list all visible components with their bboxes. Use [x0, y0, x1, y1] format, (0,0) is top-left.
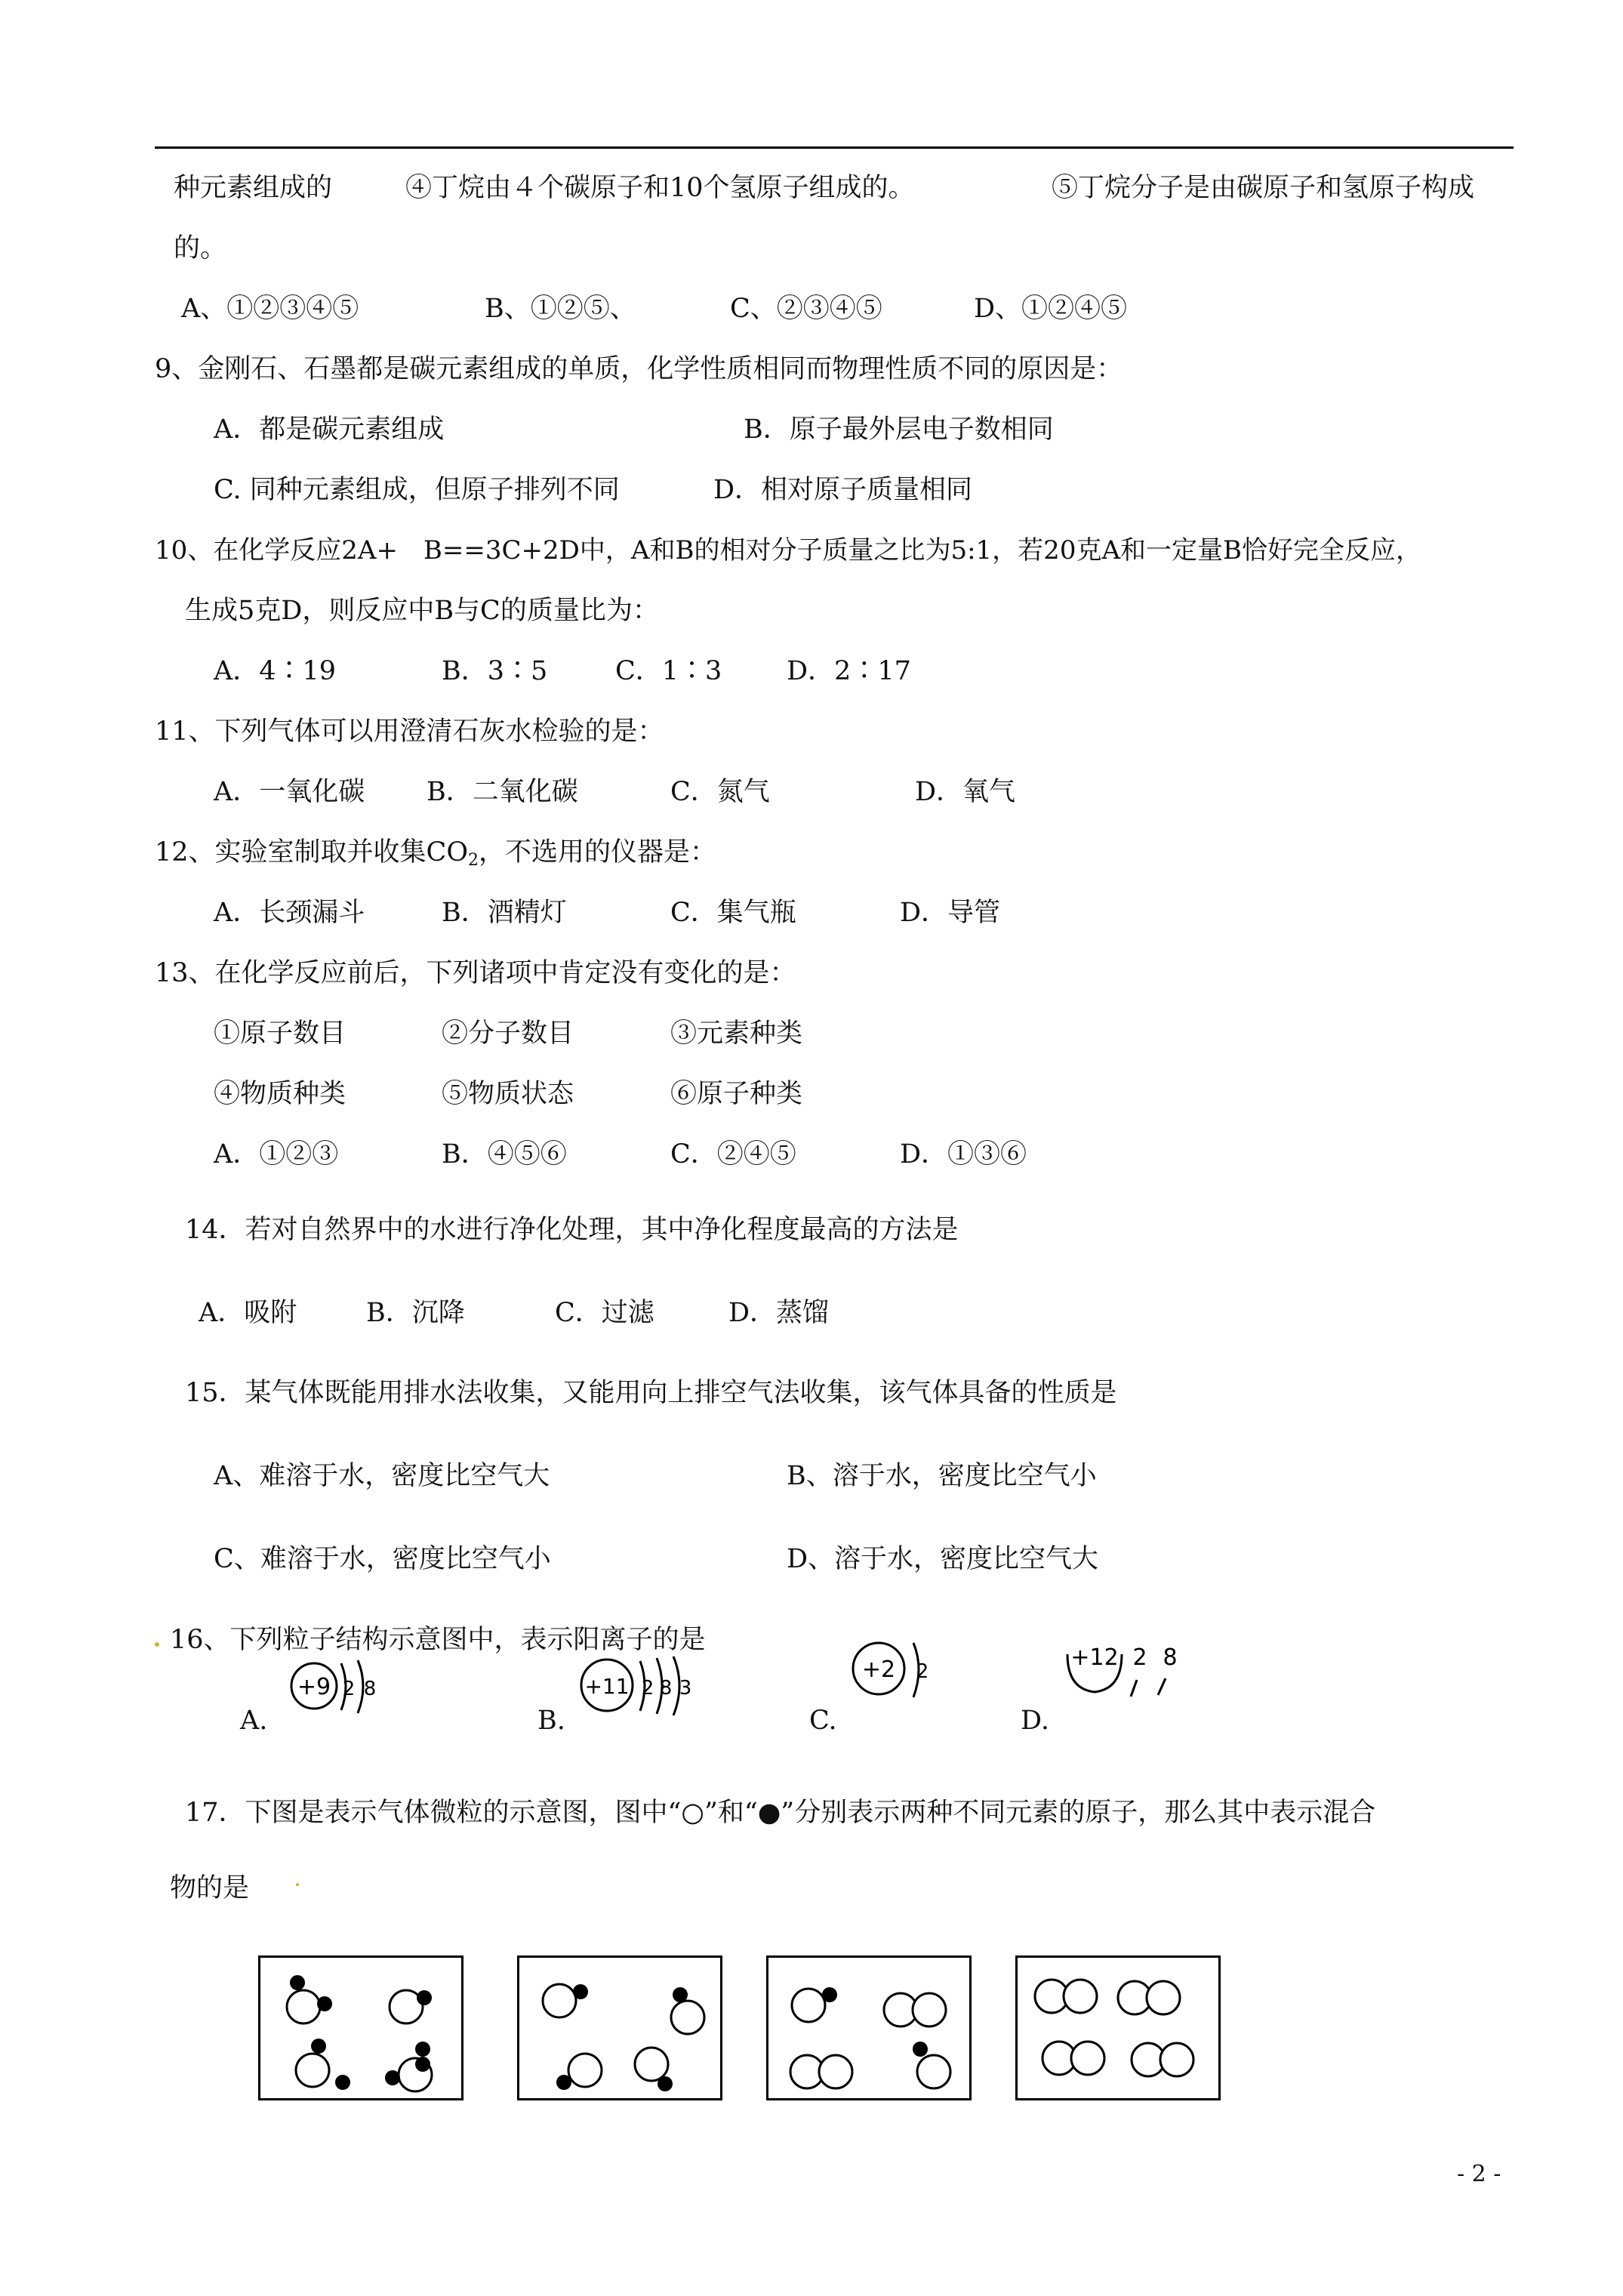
q17-stem-line2: 物的是: [170, 1873, 250, 1903]
q13-stem: 13、在化学反应前后，下列诸项中肯定没有变化的是：: [155, 958, 796, 988]
q16-a-nucleus: +9: [297, 1674, 331, 1700]
q9-option-b[interactable]: B．原子最外层电子数相同: [744, 415, 1054, 445]
q16-stem: 16、下列粒子结构示意图中，表示阳离子的是: [170, 1625, 706, 1655]
scan-dot: [155, 1642, 159, 1647]
q12-option-d[interactable]: D．导管: [900, 898, 1001, 928]
q11-option-d[interactable]: D．氧气: [915, 777, 1016, 807]
q12-stem: 12、实验室制取并收集$CO_2$，不选用的仪器是：: [155, 837, 717, 870]
q15-option-d[interactable]: D、溶于水，密度比空气大: [787, 1544, 1099, 1574]
q16-label-a[interactable]: A.: [240, 1706, 268, 1736]
q15-stem: 15．某气体既能用排水法收集，又能用向上排空气法收集，该气体具备的性质是: [185, 1378, 1117, 1408]
q16-d-shell-2: 8: [1163, 1644, 1178, 1671]
q16-a-shell-1: 2: [342, 1678, 356, 1700]
q12-option-c[interactable]: C．集气瓶: [670, 898, 796, 928]
q10-stem-line2: 生成5克D，则反应中B与C的质量比为：: [185, 596, 659, 626]
q13-item-3: ③元素种类: [670, 1019, 803, 1049]
q13-option-c[interactable]: C．②④⑤: [670, 1139, 796, 1170]
q15-option-a[interactable]: A、难溶于水，密度比空气大: [214, 1461, 550, 1491]
q13-item-1: ①原子数目: [214, 1019, 346, 1049]
q13-option-a[interactable]: A．①②③: [214, 1139, 339, 1170]
q12-option-a[interactable]: A．长颈漏斗: [214, 898, 365, 928]
q15-option-c[interactable]: C、难溶于水，密度比空气小: [214, 1544, 551, 1574]
q11-stem: 11、下列气体可以用澄清石灰水检验的是：: [155, 717, 664, 747]
q16-a-shell-2: 8: [363, 1678, 377, 1700]
q17-box-1: [258, 1955, 463, 2100]
q14-option-d[interactable]: D．蒸馏: [728, 1298, 830, 1328]
q9-option-a[interactable]: A．都是碳元素组成: [214, 415, 445, 445]
q8-cont-part3: ⑤丁烷分子是由碳原子和氢原子构成: [1052, 173, 1475, 203]
q16-d-nucleus: +12: [1070, 1644, 1119, 1671]
q16-b-nucleus: +11: [584, 1674, 630, 1699]
q16-structure-c: [847, 1637, 953, 1705]
q13-item-5: ⑤物质状态: [442, 1079, 574, 1109]
q10-option-c[interactable]: C．1∶3: [615, 656, 722, 686]
q8-cont-part1: 种元素组成的: [174, 173, 333, 203]
q13-option-b[interactable]: B．④⑤⑥: [442, 1139, 567, 1170]
q10-option-a[interactable]: A．4∶19: [214, 656, 337, 686]
q16-d-shell-1: 2: [1132, 1644, 1147, 1671]
q16-label-c[interactable]: C.: [809, 1706, 837, 1736]
q16-label-b[interactable]: B.: [537, 1706, 565, 1736]
q17-stem-line1: 17．下图是表示气体微粒的示意图，图中“○”和“●”分别表示两种不同元素的原子，那么其中表示混合: [185, 1798, 1376, 1828]
q13-option-d[interactable]: D．①③⑥: [900, 1139, 1027, 1170]
q9-stem: 9、金刚石、石墨都是碳元素组成的单质，化学性质相同而物理性质不同的原因是：: [155, 354, 1123, 384]
header-rule: [155, 146, 1514, 149]
q17-box-2: [517, 1955, 722, 2100]
q13-item-6: ⑥原子种类: [670, 1079, 803, 1109]
q16-structure-d: [1058, 1635, 1194, 1703]
q16-b-shell-3: 3: [679, 1677, 692, 1700]
q16-label-d[interactable]: D.: [1021, 1706, 1049, 1736]
q10-option-d[interactable]: D．2∶17: [787, 656, 911, 686]
q16-structure-b: [575, 1653, 726, 1721]
q8-cont-part2: ④丁烷由４个碳原子和10个氢原子组成的。: [405, 173, 915, 203]
q8-option-b[interactable]: B、①②⑤、: [485, 294, 636, 324]
q11-option-b[interactable]: B．二氧化碳: [427, 777, 578, 807]
q14-option-c[interactable]: C．过滤: [555, 1298, 654, 1328]
q13-item-2: ②分子数目: [442, 1019, 574, 1049]
q16-structure-a: [285, 1656, 406, 1724]
q14-stem: 14．若对自然界中的水进行净化处理，其中净化程度最高的方法是: [185, 1215, 959, 1245]
q14-option-a[interactable]: A．吸附: [199, 1298, 297, 1328]
q10-option-b[interactable]: B．3∶5: [442, 656, 548, 686]
q11-option-a[interactable]: A．一氧化碳: [214, 777, 365, 807]
scan-dot-2: [296, 1883, 299, 1886]
q9-option-c[interactable]: C. 同种元素组成，但原子排列不同: [214, 475, 620, 505]
q16-c-shell-1: 2: [916, 1660, 929, 1683]
q12-option-b[interactable]: B．酒精灯: [442, 898, 567, 928]
q9-option-d[interactable]: D．相对原子质量相同: [713, 475, 973, 505]
q14-option-b[interactable]: B．沉降: [366, 1298, 465, 1328]
q15-option-b[interactable]: B、溶于水，密度比空气小: [787, 1461, 1097, 1491]
q11-option-c[interactable]: C．氮气: [670, 777, 770, 807]
q16-b-shell-2: 8: [659, 1677, 673, 1700]
q17-box-4: [1015, 1955, 1221, 2100]
q8-option-a[interactable]: A、①②③④⑤: [181, 294, 359, 324]
page-number: - 2 -: [1457, 2161, 1501, 2187]
q16-c-nucleus: +2: [861, 1657, 896, 1683]
q10-stem-line1: 10、在化学反应2A+ B==3C+2D中，A和B的相对分子质量之比为5:1，若20克A和一定量B恰好完全反应，: [155, 535, 1421, 566]
q8-cont-line2: 的。: [174, 233, 227, 264]
q17-box-3: [766, 1955, 972, 2100]
q8-option-c[interactable]: C、②③④⑤: [730, 294, 882, 324]
q8-option-d[interactable]: D、①②④⑤: [974, 294, 1128, 324]
q16-b-shell-1: 2: [641, 1677, 654, 1700]
q13-item-4: ④物质种类: [214, 1079, 346, 1109]
